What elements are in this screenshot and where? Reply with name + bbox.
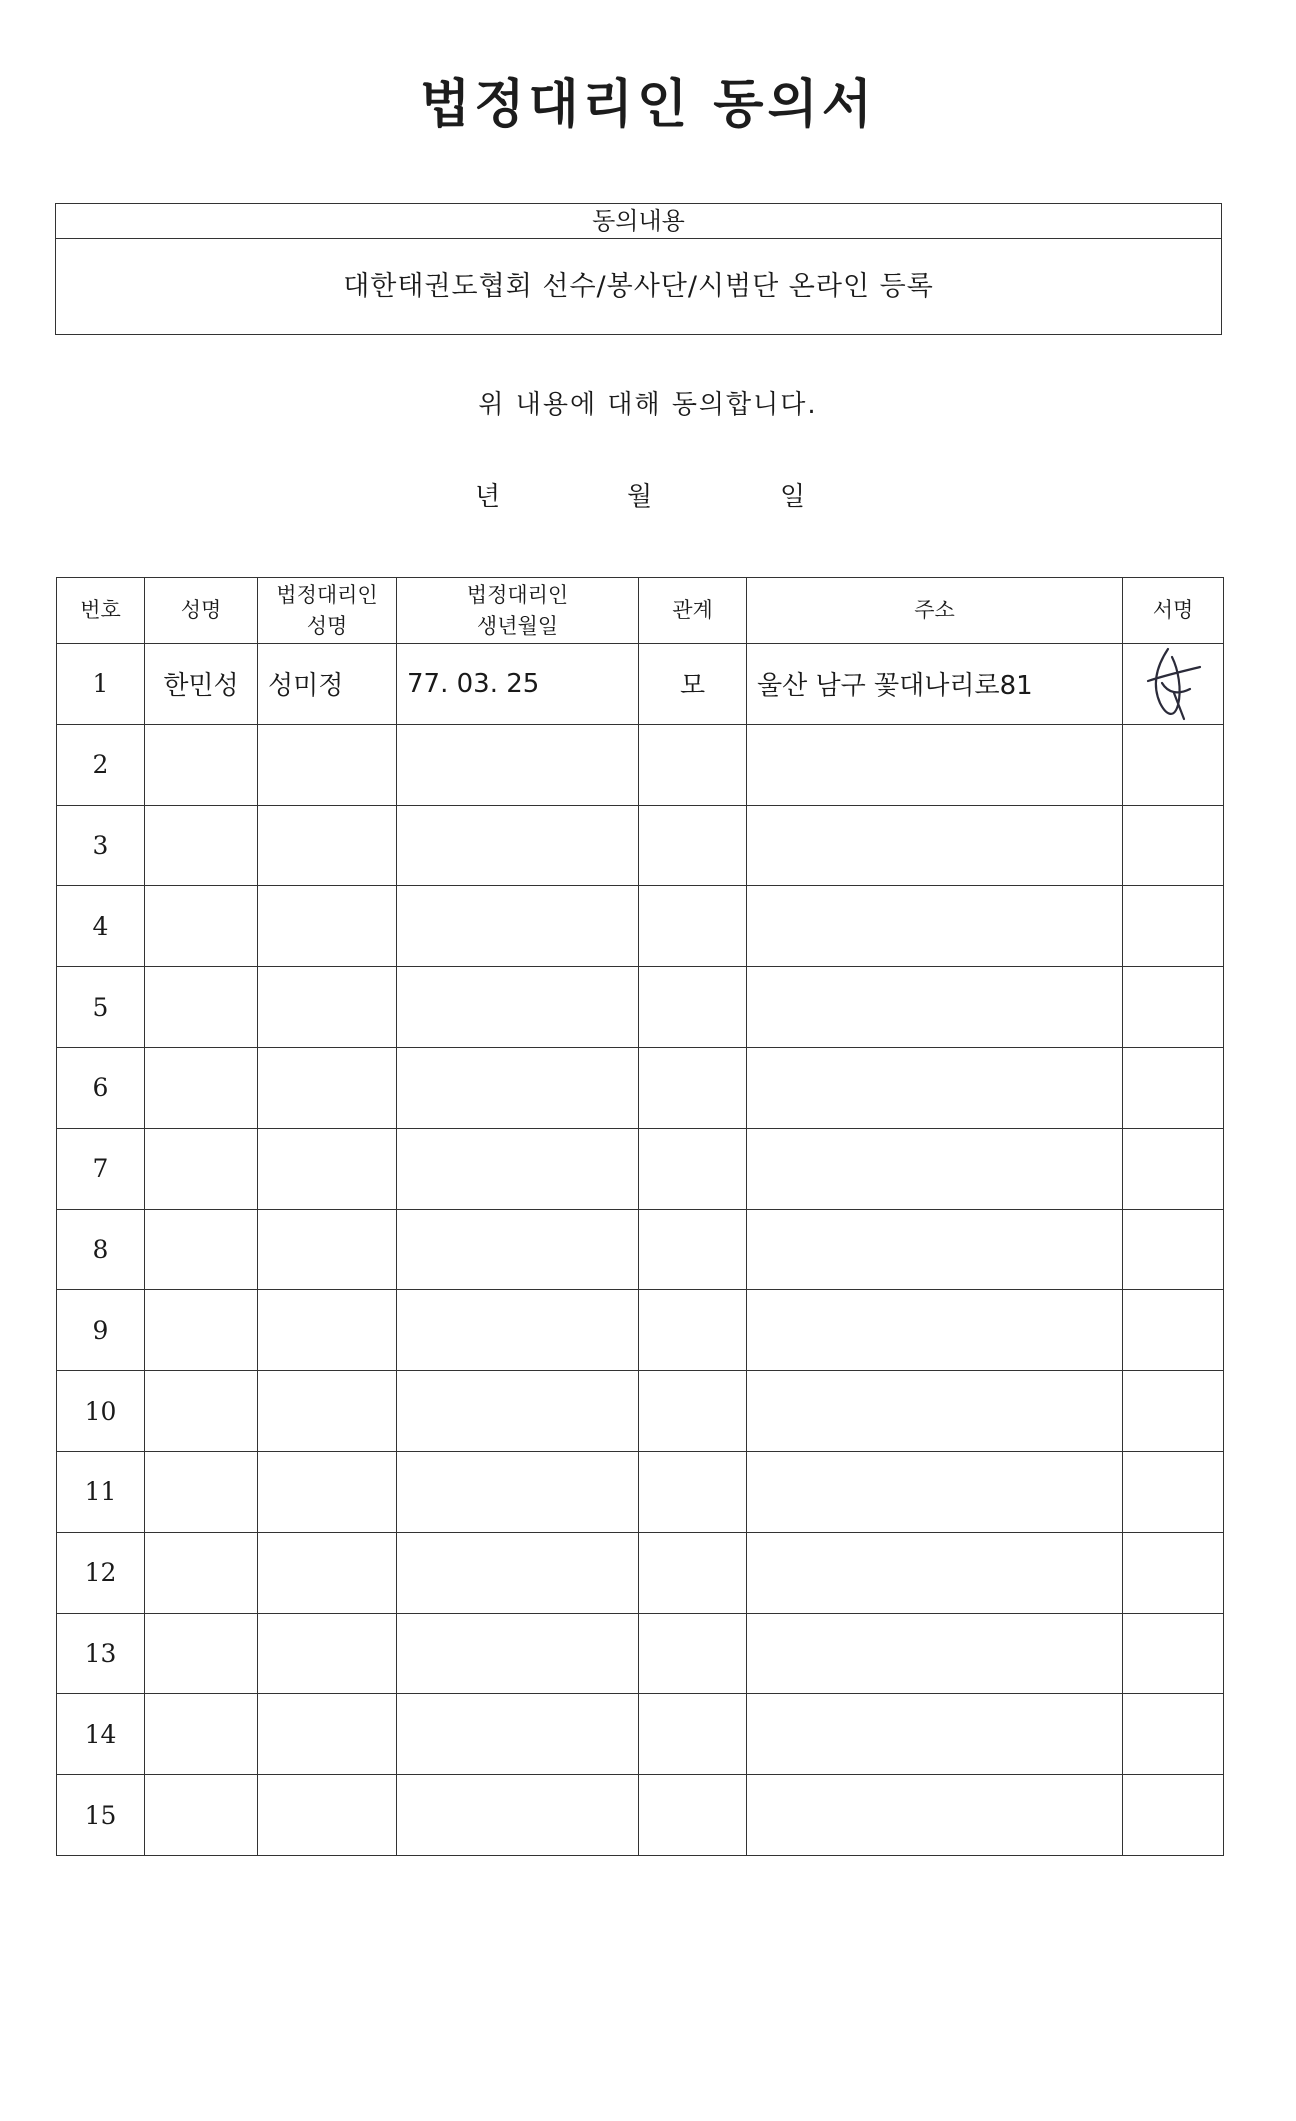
header-relation: 관계	[639, 578, 747, 644]
header-guardian-birth-line1: 법정대리인	[466, 582, 569, 607]
cell-name: 한민성	[145, 644, 258, 725]
table-row	[57, 1290, 1224, 1371]
header-guardian-name	[258, 578, 397, 644]
table-row	[57, 1209, 1224, 1290]
header-signature: 서명	[1123, 578, 1224, 644]
table-row	[57, 1451, 1224, 1532]
cell-no: 5	[57, 967, 145, 1048]
date-month-label: 월	[627, 482, 653, 512]
cell-no: 15	[57, 1775, 145, 1856]
header-guardian-name-line1: 법정대리인	[276, 582, 378, 607]
header-guardian-birth	[397, 578, 639, 644]
table-row	[57, 1775, 1224, 1856]
header-no: 번호	[57, 578, 145, 644]
handwritten-signature	[1138, 645, 1208, 723]
date-day-label: 일	[780, 482, 806, 512]
cell-signature	[1123, 644, 1224, 725]
cell-relation: 모	[639, 644, 747, 725]
cell-no: 4	[57, 886, 145, 967]
header-guardian-name-line2: 성명	[306, 613, 348, 638]
header-name: 성명	[145, 578, 258, 644]
table-row	[57, 1128, 1224, 1209]
consent-box	[55, 203, 1222, 335]
table-row	[57, 1694, 1224, 1775]
table-row	[57, 1532, 1224, 1613]
table-row	[57, 1047, 1224, 1128]
cell-no: 11	[57, 1451, 145, 1532]
cell-address: 울산 남구 꽃대나리로81	[747, 644, 1123, 725]
table-row	[57, 1371, 1224, 1452]
cell-birth: 77. 03. 25	[397, 644, 639, 725]
header-address: 주소	[747, 578, 1123, 644]
cell-no: 6	[57, 1047, 145, 1128]
table-row	[57, 1613, 1224, 1694]
cell-no: 3	[57, 805, 145, 886]
header-guardian-birth-line2: 생년월일	[476, 613, 559, 638]
table-row	[57, 967, 1224, 1048]
guardian-table	[56, 577, 1224, 1856]
table-row	[57, 886, 1224, 967]
page-title: 법정대리인 동의서	[420, 74, 876, 135]
cell-no: 7	[57, 1128, 145, 1209]
cell-no: 14	[57, 1694, 145, 1775]
table-row	[57, 805, 1224, 886]
cell-no: 8	[57, 1209, 145, 1290]
cell-guardian-name: 성미정	[258, 644, 397, 725]
cell-no: 12	[57, 1532, 145, 1613]
cell-no: 10	[57, 1371, 145, 1452]
agreement-statement: 위 내용에 대해 동의합니다.	[478, 390, 818, 420]
consent-header: 동의내용	[56, 204, 1221, 239]
consent-content: 대한태권도협회 선수/봉사단/시범단 온라인 등록	[343, 271, 934, 302]
cell-no: 1	[57, 644, 145, 725]
cell-no: 2	[57, 724, 145, 805]
table-row	[57, 724, 1224, 805]
table-row	[57, 644, 1224, 725]
cell-no: 9	[57, 1290, 145, 1371]
table-header-row	[57, 578, 1224, 644]
cell-no: 13	[57, 1613, 145, 1694]
date-year-label: 년	[475, 482, 501, 512]
